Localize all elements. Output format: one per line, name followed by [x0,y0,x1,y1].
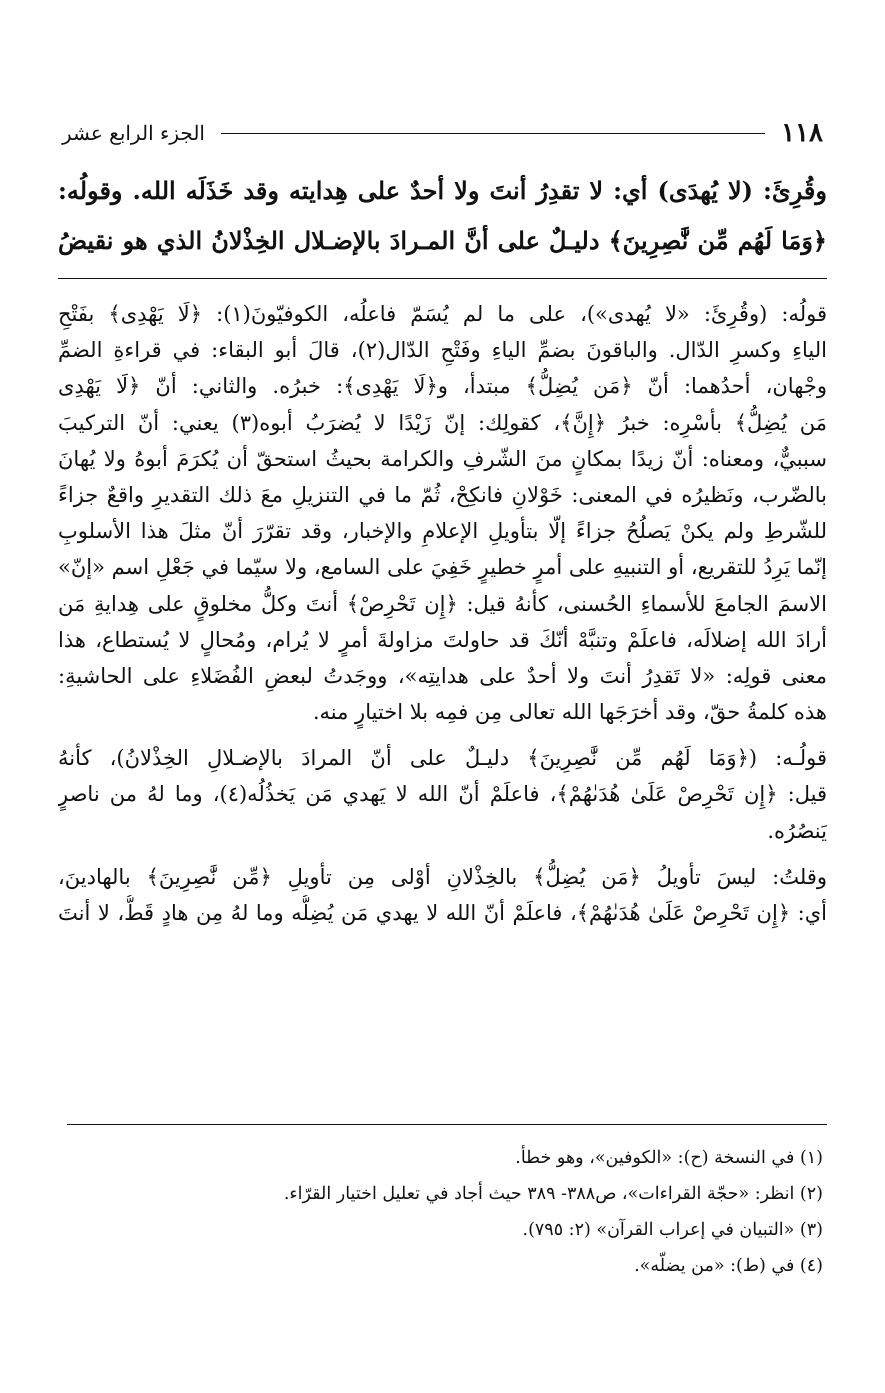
commentary-paragraph [58,296,827,730]
footnote: (٣) «التبيان في إعراب القرآن» (٢: ٧٩٥). [522,1220,823,1240]
commentary-line: إنّما يَرِدُ للتقريع، أو التنبيهِ على أمرٍ خطيرٍ خَفِيَ على السامع، ولا سيّما في جَعْلِ اسم «إنّ» [58,555,827,580]
commentary-line: للشّرطِ ولم يكنْ يَصلُحُ جزاءً إلّا بتأويلِ الإعلامِ والإخبار، وقد تقرّرَ أنّ مثلَ هذا الأسلوبِ [58,519,827,544]
commentary-line: مَن يُضِلُّ﴾ بأسْرِه: خبرُ ﴿إِنَّ﴾، كقولِك: إنّ زَيْدًا لا يُضرَبُ أبوه(٣) يعني: أنّ التركيبَ [58,410,827,435]
footnote-separator [67,1124,827,1125]
running-title: الجزء الرابع عشر [62,121,205,145]
commentary-line: الياءِ وكسرِ الدّال. والباقونَ بضمِّ الياءِ وفَتْحِ الدّال(٢)، قالَ أبو البقاء: في قراءةِ الضمِّ [58,338,827,363]
footnote: (٢) انظر: «حجّة القراءات»، ص٣٨٨- ٣٨٩ حيث أجاد في تعليل اختيار القرّاء. [283,1184,823,1204]
footnotes-block [58,1140,827,1284]
main-text-block [58,166,827,279]
header-rule [221,133,765,134]
commentary-line: أرادَ الله إضلالَه، فاعلَمْ وتنبَّهْ أنّكَ قد حاولتَ مزاولةَ أمرٍ لا يُرام، ومُحالٍ لا يُستطاع، هذا [58,627,827,652]
commentary-line: يَنصُرُه. [767,818,827,843]
main-text-line: وقُرِئَ: (لا يُهدَى) أي: لا تقدِرُ أنتَ ولا أحدٌ على هِدايته وقد خَذَلَه الله. وقولُه: [58,176,827,205]
page-header [62,115,823,151]
commentary-line: معنى قولِه: «لا تَقدِرُ أنتَ ولا أحدٌ على هدايتِه»، ووجَدتُ لبعضِ الفُضَلاءِ على الحاشيةِ: [58,663,827,688]
commentary-paragraph [58,740,827,849]
page-number: ١١٨ [781,118,823,148]
commentary-line: وجْهان، أحدُهما: أنّ ﴿مَن يُضِلُّ﴾ مبتدأ، و﴿لَا يَهْدِى﴾: خبرُه. والثاني: أنّ ﴿لَا يَهْدِى [58,374,827,399]
commentary-line: قيل: ﴿إِن تَحْرِصْ عَلَىٰ هُدَىٰهُمْ﴾، فاعلَمْ أنّ الله لا يَهدي مَن يَخذُلُه(٤)، وما لهُ من ناصرٍ [58,782,827,807]
commentary-paragraph [58,859,827,931]
footnote: (١) في النسخة (ح): «الكوفين»، وهو خطأ. [515,1148,823,1168]
commentary-line: سببيٌّ، ومعناه: أنّ زيدًا بمكانٍ منَ الشّرفِ والكرامة بحيثُ استحقّ أن يُكرَمَ أبوهُ ولا يُهانَ [58,446,827,471]
main-text-line: ﴿وَمَا لَهُم مِّن نَّٰصِرِينَ﴾ دليـلٌ على أنَّ المـرادَ بالإضـلال الخِذْلانُ الذي هو نقيضُ [58,226,827,255]
commentary-block [58,296,827,941]
commentary-line: أي: ﴿إِن تَحْرِصْ عَلَىٰ هُدَىٰهُمْ﴾، فاعلَمْ أنّ الله لا يهدي مَن يُضِلُّه وما لهُ مِن هادٍ قَطُّ، لا أنتَ [58,901,827,925]
commentary-line: وقلتُ: ليسَ تأويلُ ﴿مَن يُضِلُّ﴾ بالخِذْلانِ أوْلى مِن تأويلِ ﴿مِّن نَّٰصِرِينَ﴾ بالهادينَ، [58,864,827,889]
commentary-line: هذه كلمةُ حقّ، وقد أخرَجَها الله تعالى مِن فمِه بلا اختيارٍ منه. [312,700,827,725]
commentary-line: قولُـه: (﴿وَمَا لَهُم مِّن نَّٰصِرِينَ﴾ دليـلٌ على أنّ المرادَ بالإضـلالِ الخِذْلانُ)، كأنهُ [58,746,827,771]
commentary-line: بالضّرب، ونَظيرُه في المعنى: خَوْلانِ فانكِحْ، ثُمّ ما في التنزيلِ معَ ذلك التقديرِ واقعٌ جزاءً [58,482,827,507]
commentary-line: الاسمَ الجامعَ للأسماءِ الحُسنى، كأنهُ قيل: ﴿إِن تَحْرِصْ﴾ أنتَ وكلُّ مخلوقٍ على هِدايةِ مَن [58,591,827,616]
footnote: (٤) في (ط): «من يضلّه». [634,1256,823,1276]
commentary-line: قولُه: (وقُرِئَ: «لا يُهدى»)، على ما لم يُسَمّ فاعلُه، الكوفيّونَ(١): ﴿لَا يَهْدِى﴾ بفَتْحِ [58,302,827,326]
